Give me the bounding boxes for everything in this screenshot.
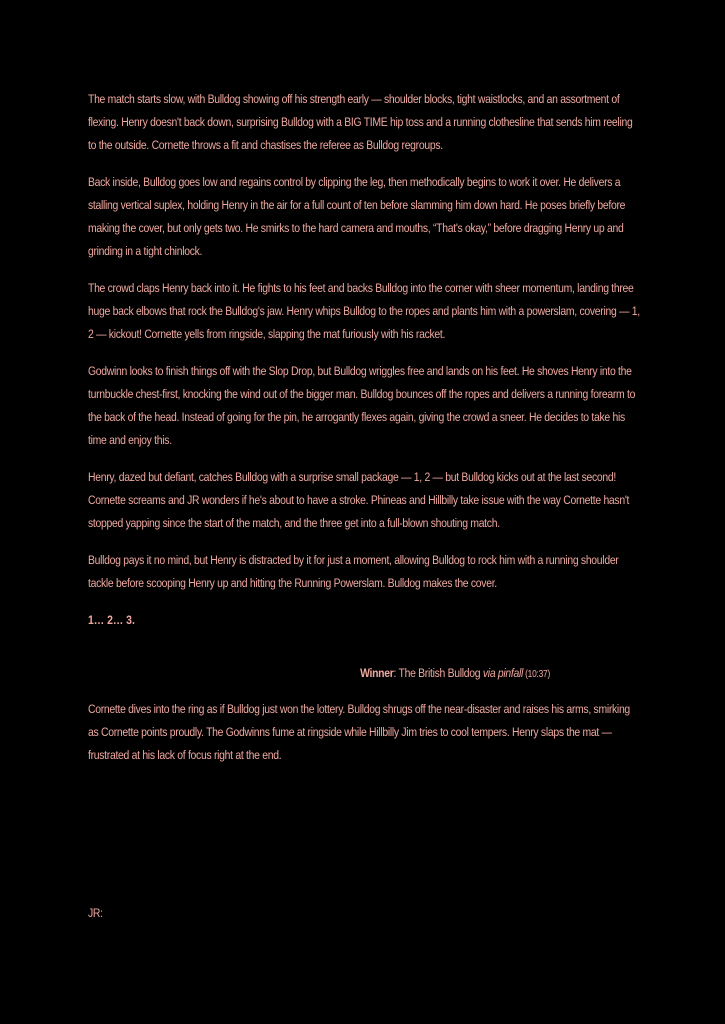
winner-method: via pinfall — [482, 666, 524, 680]
match-time: (10:37) — [523, 669, 550, 680]
paragraph-henry-comeback: The crowd claps Henry back into it. He fights to his feet and backs Bulldog into the corner with sheer momentum, landing three huge back elbows that rock the Bulldog's jaw. Henry whips Bulldog to the ropes and plants him with a powerslam, covering — 1, 2 — kickout! Cornette yells from ringside, slapping the mat furiously with his racket. — [88, 281, 640, 341]
paragraph-slop-drop: Godwinn looks to finish things off with the Slop Drop, but Bulldog wriggles free and lands on his feet. He shoves Henry into the turnbuckle chest-first, knocking the wind out of the bigger man. Bulldog bounces off the ropes and delivers a running forearm to the back of the head. Instead of going for the pin, he arrogantly flexes again, giving the crowd a sneer. He decides to take his time and enjoy this. — [88, 364, 636, 447]
paragraph-small-package: Henry, dazed but defiant, catches Bulldog with a surprise small package — 1, 2 — but Bulldog kicks out at the last second! Cornette screams and JR wonders if he's about to have a stroke. Phineas and Hillbilly take issue with the way Cornette hasn't stopped yapping since the start of the match, and the three get into a full-blown shouting match. — [88, 470, 630, 530]
winner-line — [88, 662, 550, 686]
winner-label: Winner — [360, 666, 394, 680]
winner-name: The British Bulldog — [398, 666, 483, 680]
winner-separator: : — [393, 666, 399, 680]
paragraph-finish: Bulldog pays it no mind, but Henry is distracted by it for just a moment, allowing Bulldog to rock him with a running shoulder tackle before scooping Henry up and hitting the Running Powerslam. Bulldog makes the cover. — [88, 553, 619, 590]
paragraph-aftermath: Cornette dives into the ring as if Bulldog just won the lottery. Bulldog shrugs off the near-disaster and raises his arms, smirking as Cornette points proudly. The Godwinns fume at ringside while Hillbilly Jim tries to cool tempers. Henry slaps the mat — frustrated at his lack of focus right at the end. — [88, 702, 630, 762]
paragraph-bulldog-control: Back inside, Bulldog goes low and regains control by clipping the leg, then methodically begins to work it over. He delivers a stalling vertical suplex, holding Henry in the air for a full count of ten before slamming him down hard. He poses briefly before making the cover, but only gets two. He smirks to the hard camera and mouths, “That's okay,” before dragging Henry up and grinding in a tight chinlock. — [88, 175, 626, 258]
pinfall-count: 1… 2… 3. — [88, 613, 135, 627]
speaker-label: JR: — [88, 906, 103, 920]
paragraph-opening: The match starts slow, with Bulldog showing off his strength early — shoulder blocks, tight waistlocks, and an assortment of flexing. Henry doesn't back down, surprising Bulldog with a BIG TIME hip toss and a running clothesline that sends him reeling to the outside. Cornette throws a fit and chastises the referee as Bulldog regroups. — [88, 92, 633, 152]
